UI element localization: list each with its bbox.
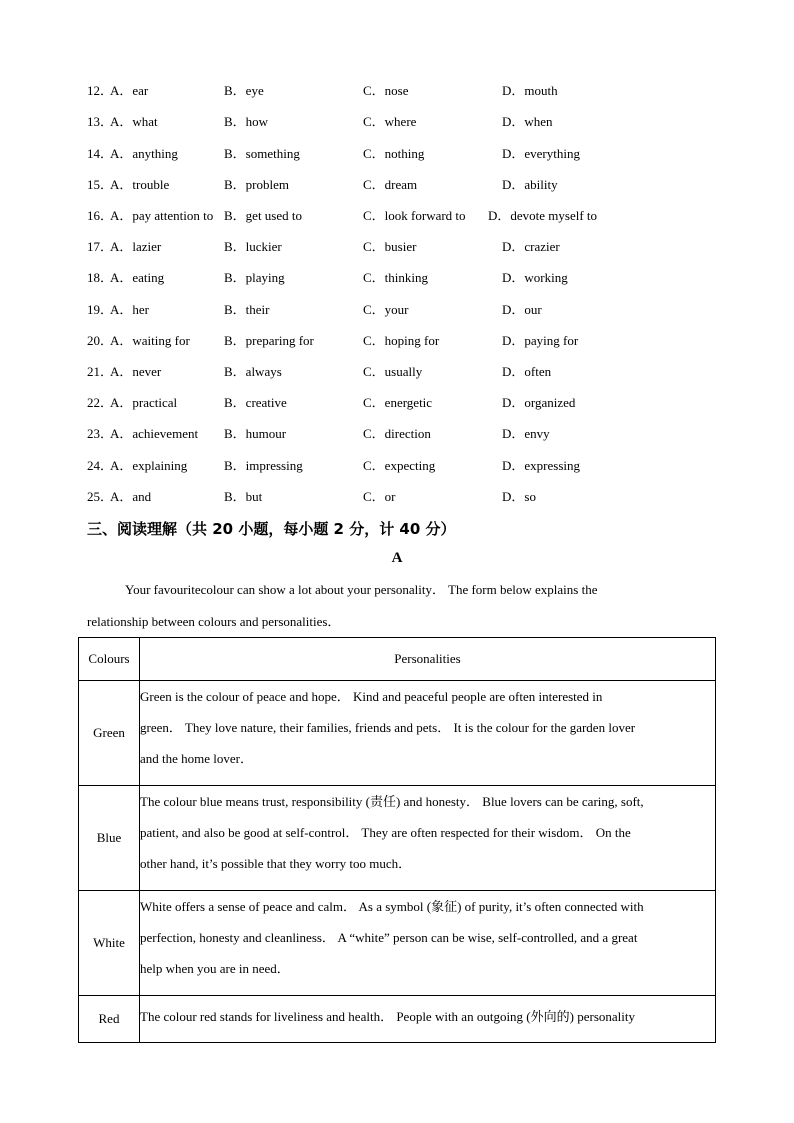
header-colours: Colours [79, 638, 140, 681]
question-number: 18． [87, 270, 114, 285]
option-d: D．when [502, 114, 553, 129]
option-c: C．busier [363, 239, 417, 254]
question-number: 13． [87, 114, 114, 129]
option-a: A．never [110, 364, 162, 379]
colour-name: Red [79, 996, 140, 1043]
option-b: B．impressing [224, 458, 303, 473]
option-c: C．dream [363, 177, 418, 192]
option-a: A．trouble [110, 177, 170, 192]
description-line: help when you are in need． [140, 961, 290, 976]
option-b: B．their [224, 302, 270, 317]
question-number: 24． [87, 458, 114, 473]
option-d: D．envy [502, 426, 550, 441]
question-number: 23． [87, 426, 114, 441]
option-d: D．so [502, 489, 536, 504]
option-d: D．everything [502, 146, 580, 161]
colour-description [140, 681, 716, 786]
colour-name: Blue [79, 786, 140, 891]
colour-description [140, 891, 716, 996]
option-b: B．playing [224, 270, 285, 285]
option-c: C．thinking [363, 270, 429, 285]
option-b: B．humour [224, 426, 287, 441]
option-a: A．her [110, 302, 149, 317]
colour-description [140, 996, 716, 1043]
description-line: White offers a sense of peace and calm． As a symbol (象征) of purity, it’s often connected with [140, 899, 644, 914]
option-c: C．your [363, 302, 409, 317]
option-c: C．nose [363, 83, 409, 98]
question-number: 12． [87, 83, 114, 98]
table-row [79, 996, 716, 1043]
option-c: C．usually [363, 364, 423, 379]
question-number: 16． [87, 208, 114, 223]
option-c: C．expecting [363, 458, 436, 473]
question-number: 25． [87, 489, 114, 504]
question-number: 15． [87, 177, 114, 192]
option-a: A．lazier [110, 239, 162, 254]
option-a: A．what [110, 114, 158, 129]
option-c: C．or [363, 489, 396, 504]
colour-personality-table [78, 637, 716, 1043]
question-number: 14． [87, 146, 114, 161]
colour-description [140, 786, 716, 891]
option-b: B．how [224, 114, 269, 129]
option-b: B．always [224, 364, 282, 379]
question-number: 20． [87, 333, 114, 348]
passage-letter: A [391, 550, 403, 566]
table-row [79, 681, 716, 786]
description-line: and the home lover． [140, 751, 253, 766]
option-d: D．mouth [502, 83, 558, 98]
option-a: A．achievement [110, 426, 199, 441]
option-a: A．practical [110, 395, 178, 410]
option-d: D．devote myself to [488, 208, 598, 223]
description-line: The colour blue means trust, responsibility (责任) and honesty． Blue lovers can be caring, soft, [140, 794, 644, 809]
option-d: D．ability [502, 177, 558, 192]
option-a: A．waiting for [110, 333, 190, 348]
option-b: B．creative [224, 395, 287, 410]
option-a: A．ear [110, 83, 149, 98]
header-personalities: Personalities [140, 638, 716, 681]
option-c: C．look forward to [363, 208, 466, 223]
option-a: A．pay attention to [110, 208, 214, 223]
question-number: 19． [87, 302, 114, 317]
colour-name: White [79, 891, 140, 996]
intro-line-2: relationship between colours and personalities． [87, 614, 341, 629]
option-c: C．hoping for [363, 333, 440, 348]
option-d: D．expressing [502, 458, 580, 473]
question-number: 21． [87, 364, 114, 379]
option-a: A．eating [110, 270, 165, 285]
description-line: The colour red stands for liveliness and health． People with an outgoing (外向的) personality [140, 1009, 635, 1024]
option-a: A．explaining [110, 458, 188, 473]
description-line: Green is the colour of peace and hope． Kind and peaceful people are often interested in [140, 689, 603, 704]
intro-line-1: Your favouritecolour can show a lot about your personality． The form below explains the [125, 582, 598, 597]
option-b: B．preparing for [224, 333, 314, 348]
option-a: A．anything [110, 146, 178, 161]
option-d: D．crazier [502, 239, 560, 254]
description-line: patient, and also be good at self-control． They are often respected for their wisdom． On the [140, 825, 631, 840]
option-a: A．and [110, 489, 152, 504]
option-d: D．working [502, 270, 568, 285]
option-b: B．something [224, 146, 300, 161]
description-line: other hand, it’s possible that they worry too much． [140, 856, 412, 871]
table-header-row [79, 638, 716, 681]
option-b: B．problem [224, 177, 289, 192]
question-number: 22． [87, 395, 114, 410]
description-line: green． They love nature, their families, friends and pets． It is the colour for the garden lover [140, 720, 636, 735]
option-b: B．eye [224, 83, 264, 98]
section-heading: 三、阅读理解（共 20 小题，每小题 2 分，计 40 分） [87, 520, 456, 538]
option-c: C．energetic [363, 395, 433, 410]
option-d: D．often [502, 364, 552, 379]
option-d: D．paying for [502, 333, 579, 348]
table-row [79, 891, 716, 996]
option-d: D．organized [502, 395, 576, 410]
option-d: D．our [502, 302, 542, 317]
option-c: C．where [363, 114, 417, 129]
option-c: C．direction [363, 426, 431, 441]
question-number: 17． [87, 239, 114, 254]
table-row [79, 786, 716, 891]
option-b: B．luckier [224, 239, 282, 254]
option-b: B．but [224, 489, 263, 504]
description-line: perfection, honesty and cleanliness． A “white” person can be wise, self-controlled, and a great [140, 930, 638, 945]
option-c: C．nothing [363, 146, 425, 161]
option-b: B．get used to [224, 208, 302, 223]
colour-name: Green [79, 681, 140, 786]
